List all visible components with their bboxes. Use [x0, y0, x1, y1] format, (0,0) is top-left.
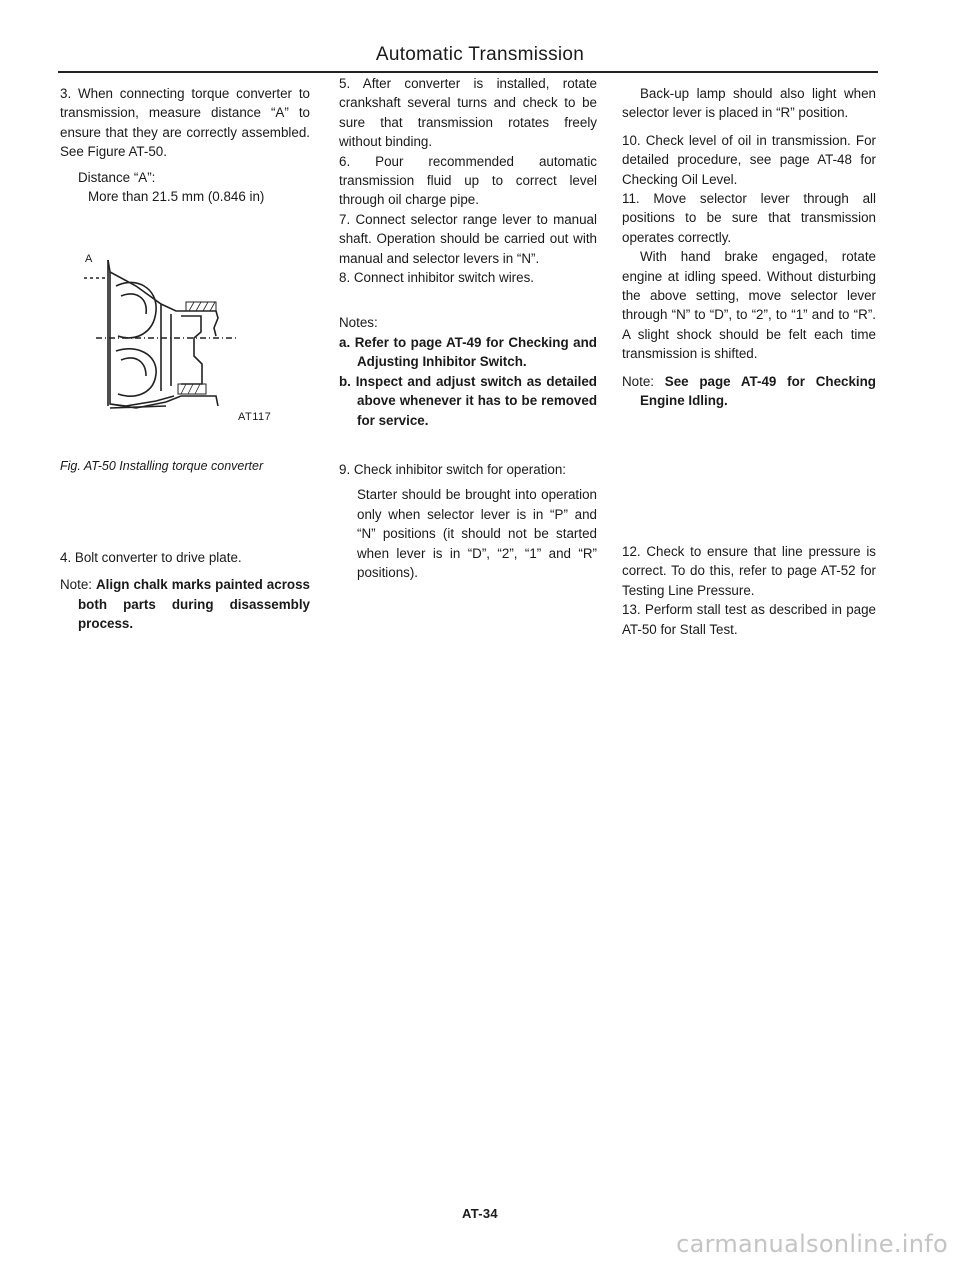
step-8-text: 8. Connect inhibitor switch wires. [339, 270, 534, 286]
note-text: See page AT-49 for Checking Engine Idling. [640, 373, 876, 409]
note-label: Note: [622, 373, 655, 389]
column-1 [60, 84, 310, 206]
step-4-text: 4. Bolt converter to drive plate. [60, 550, 242, 565]
step-11-text: 11. Move selector lever through all positions to be sure that transmission operates correctly. [622, 191, 876, 245]
step-9-text: 9. Check inhibitor switch for operation: [339, 461, 567, 477]
step-11-body: With hand brake engaged, rotate engine at idling speed. Without disturbing the above setting, move selector lever through “N” to “D”, to “2”, to “1” and to “R”. A slight shock should be felt each time transmission is shifted. [622, 249, 876, 362]
note-col1 [60, 575, 310, 633]
note-a: a. Refer to page AT-49 for Checking and Adjusting Inhibitor Switch. [339, 334, 597, 370]
figure-code: AT117 [238, 411, 272, 423]
backup-lamp-text: Back-up lamp should also light when selector lever is placed in “R” position. [622, 86, 876, 121]
note-col3 [622, 372, 876, 411]
column-1-lower [60, 548, 310, 634]
page-number: AT-34 [462, 1206, 498, 1221]
torque-converter-figure [66, 256, 296, 456]
notes-label: Notes: [339, 315, 378, 331]
column-3-lower [622, 542, 876, 639]
figure-label-a: A [85, 253, 93, 265]
step-9-body: Starter should be brought into operation only when selector lever is in “P” and “N” positions (it should not be started when lever is in “D”, “2”, “1” and “R” positions). [357, 487, 597, 580]
column-3 [622, 84, 876, 411]
step-13-text: 13. Perform stall test as described in page AT-50 for Stall Test. [622, 602, 876, 637]
step-7-text: 7. Connect selector range lever to manual shaft. Operation should be carried out with manual and selector levers in “N”. [339, 211, 597, 266]
step-3-text: 3. When connecting torque converter to transmission, measure distance “A” to ensure that they are correctly assembled. See Figure AT-50. [60, 86, 310, 160]
distance-value: More than 21.5 mm (0.846 in) [88, 189, 265, 205]
step-6-text: 6. Pour recommended automatic transmission fluid up to correct level through oil charge pipe. [339, 153, 597, 208]
note-label: Note: [60, 577, 93, 593]
distance-label: Distance “A”: [78, 169, 156, 185]
header-rule [58, 71, 878, 73]
figure-caption: Fig. AT-50 Installing torque converter [60, 459, 264, 473]
step-5-text: 5. After converter is installed, rotate crankshaft several turns and check to be sure that transmission rotates freely without binding. [339, 76, 597, 150]
step-12-text: 12. Check to ensure that line pressure is correct. To do this, refer to page AT-52 for Testing Line Pressure. [622, 544, 876, 598]
step-10-text: 10. Check level of oil in transmission. For detailed procedure, see page AT-48 for Checking Oil Level. [622, 132, 876, 187]
page-header-title: Automatic Transmission [375, 44, 585, 65]
note-b: b. Inspect and adjust switch as detailed above whenever it has to be removed for service. [339, 373, 597, 428]
column-2 [339, 74, 597, 582]
note-text: Align chalk marks painted across both parts during disassembly process. [78, 577, 310, 632]
watermark: carmanualsonline.info [676, 1230, 948, 1258]
